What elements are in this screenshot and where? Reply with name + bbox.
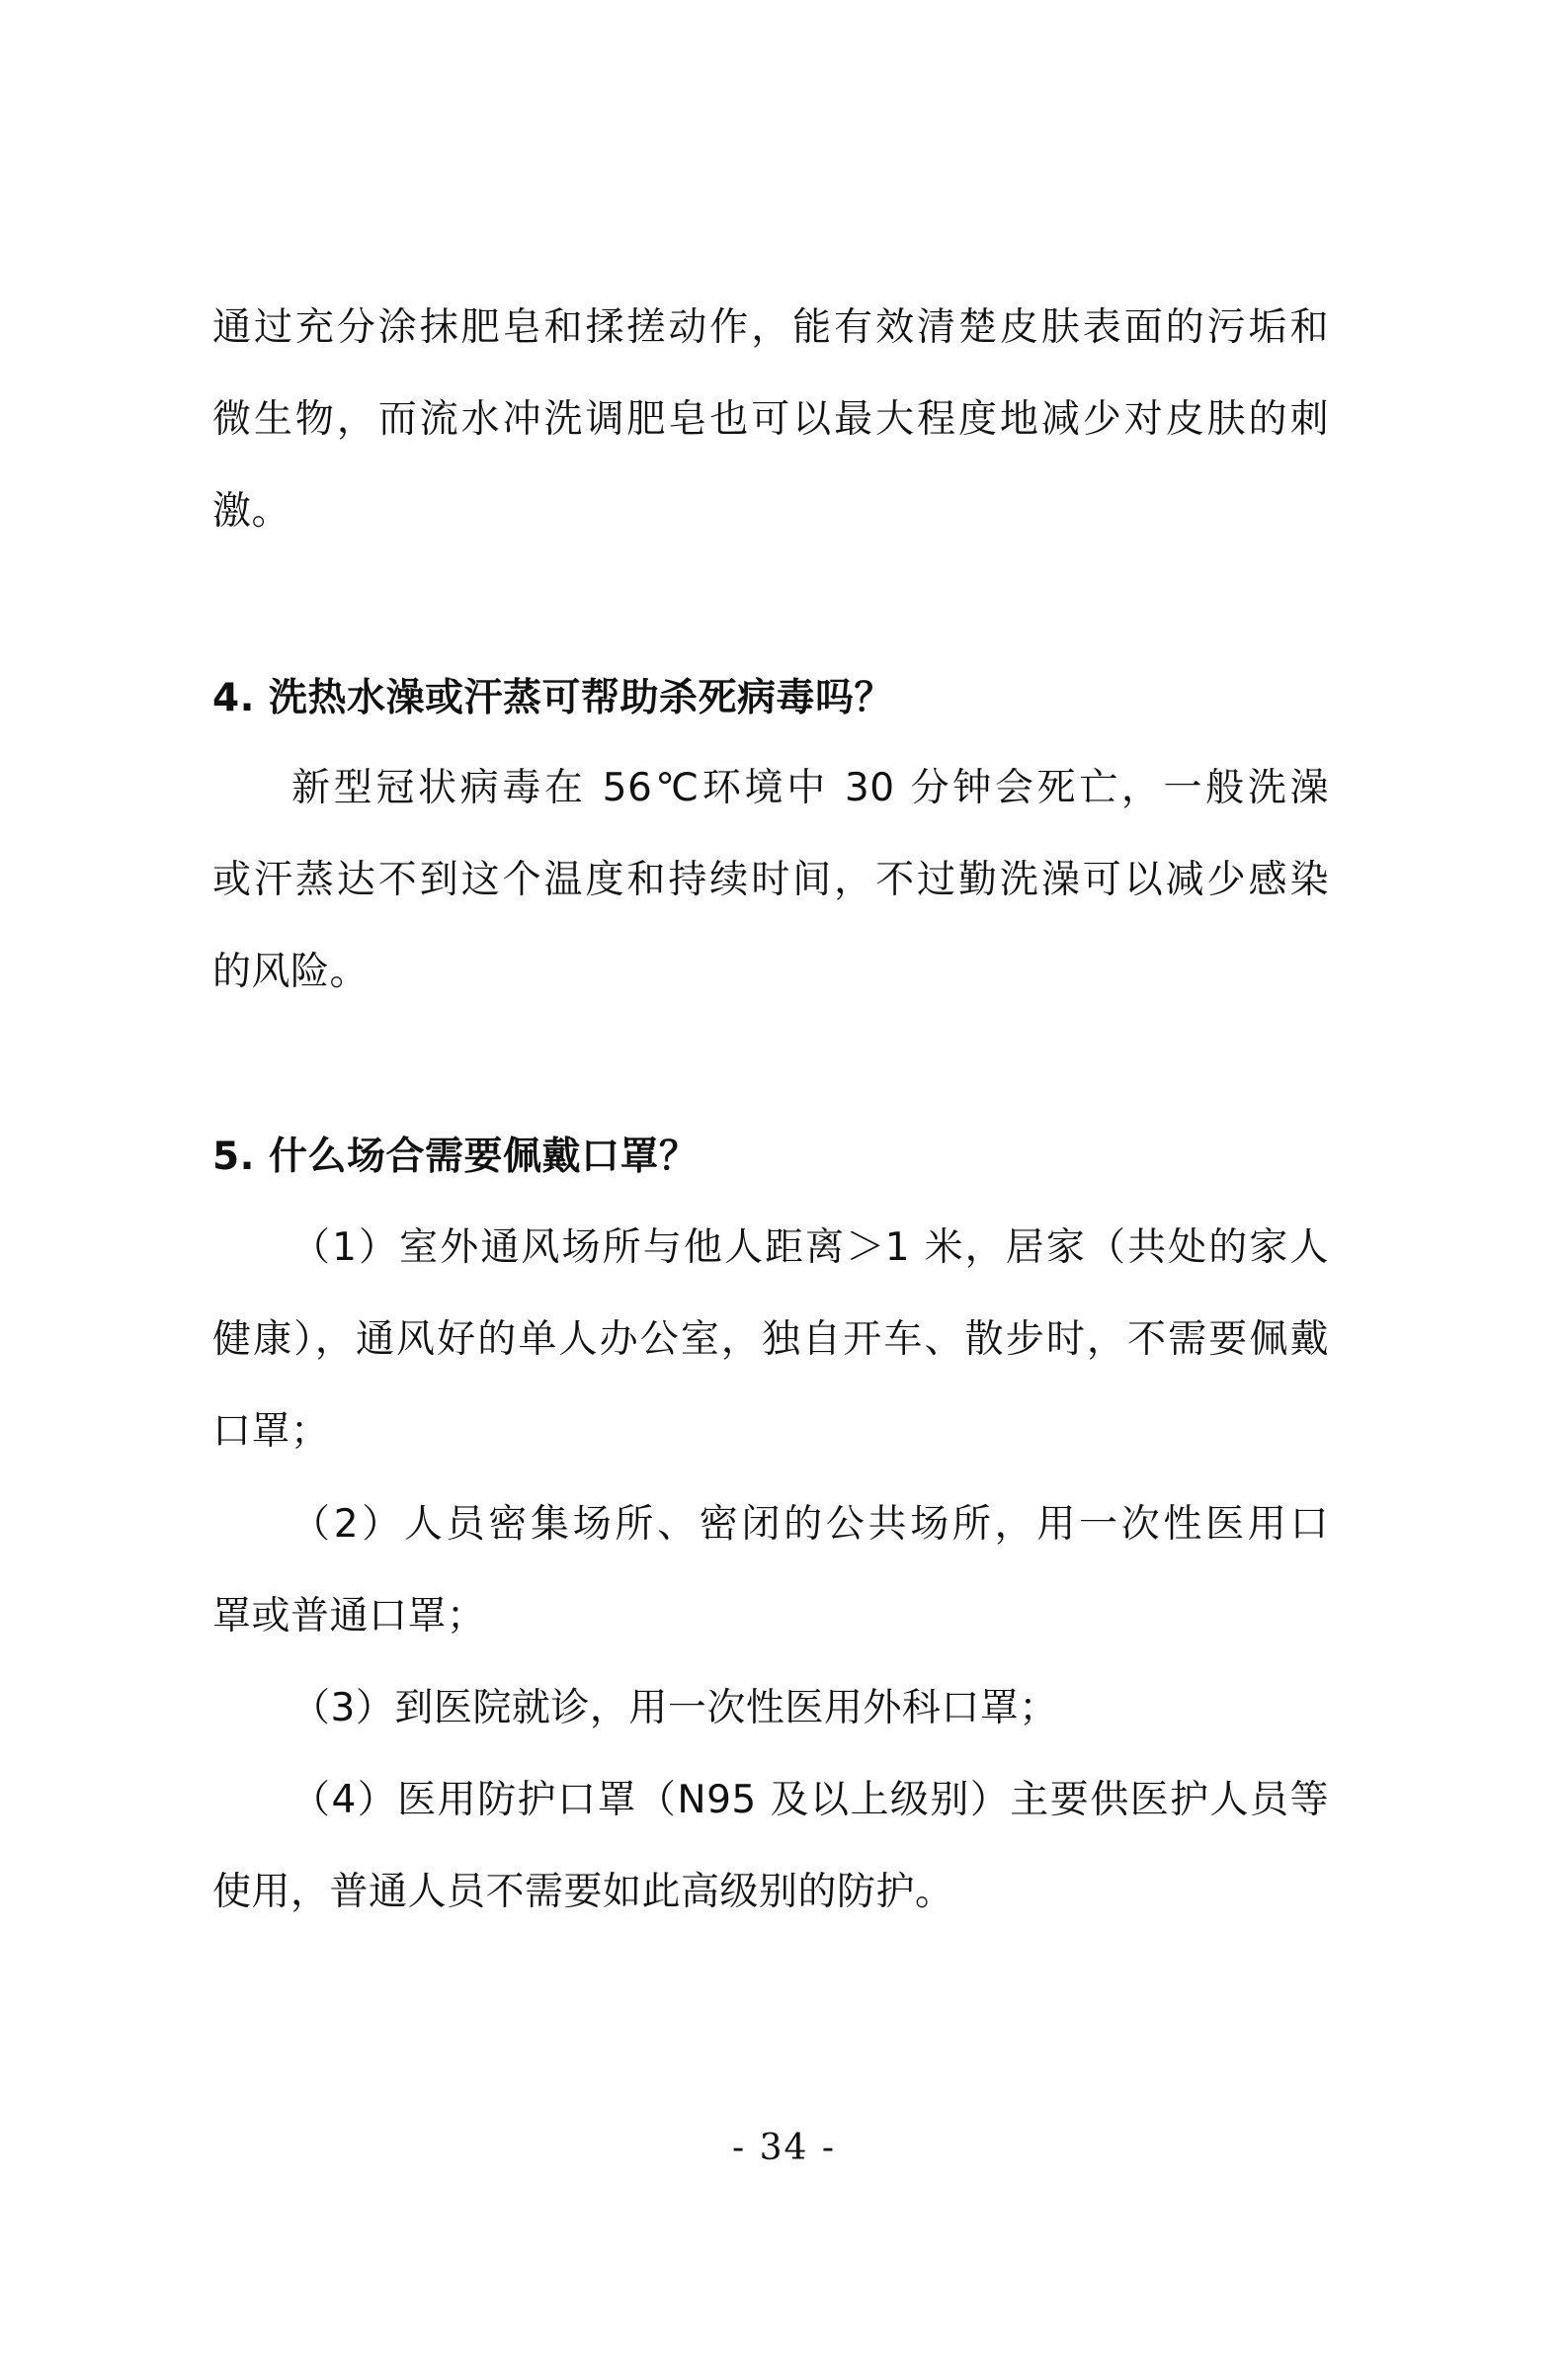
list-item-line: （2）人员密集场所、密闭的公共场所，用一次性医用口	[291, 1502, 1329, 1547]
list-item-line: 口罩；	[212, 1409, 330, 1454]
paragraph-line: 通过充分涂抹肥皂和揉搓动作，能有效清楚皮肤表面的污垢和	[212, 305, 1329, 350]
paragraph-line: 或汗蒸达不到这个温度和持续时间，不过勤洗澡可以减少感染	[212, 858, 1329, 902]
paragraph-line: 新型冠状病毒在 56℃环境中 30 分钟会死亡，一般洗澡	[291, 766, 1329, 810]
list-item-line: 健康），通风好的单人办公室，独自开车、散步时，不需要佩戴	[212, 1317, 1329, 1362]
page-number: - 34 -	[731, 2128, 837, 2168]
list-item-line: 罩或普通口罩；	[212, 1594, 486, 1639]
list-item-line: 使用，普通人员不需要如此高级别的防护。	[212, 1870, 954, 1914]
paragraph-line: 的风险。	[212, 950, 370, 994]
paragraph-line: 激。	[212, 489, 291, 534]
list-item-line: （4）医用防护口罩（N95 及以上级别）主要供医护人员等	[291, 1778, 1329, 1822]
paragraph-line: 微生物，而流水冲洗调肥皂也可以最大程度地减少对皮肤的刺	[212, 397, 1329, 442]
list-item-line: （1）室外通风场所与他人距离＞1 米，居家（共处的家人	[291, 1225, 1329, 1270]
section-heading-q4: 4. 洗热水澡或汗蒸可帮助杀死病毒吗？	[212, 676, 894, 720]
list-item-line: （3）到医院就诊，用一次性医用外科口罩；	[291, 1686, 1058, 1730]
section-heading-q5: 5. 什么场合需要佩戴口罩？	[212, 1134, 699, 1179]
